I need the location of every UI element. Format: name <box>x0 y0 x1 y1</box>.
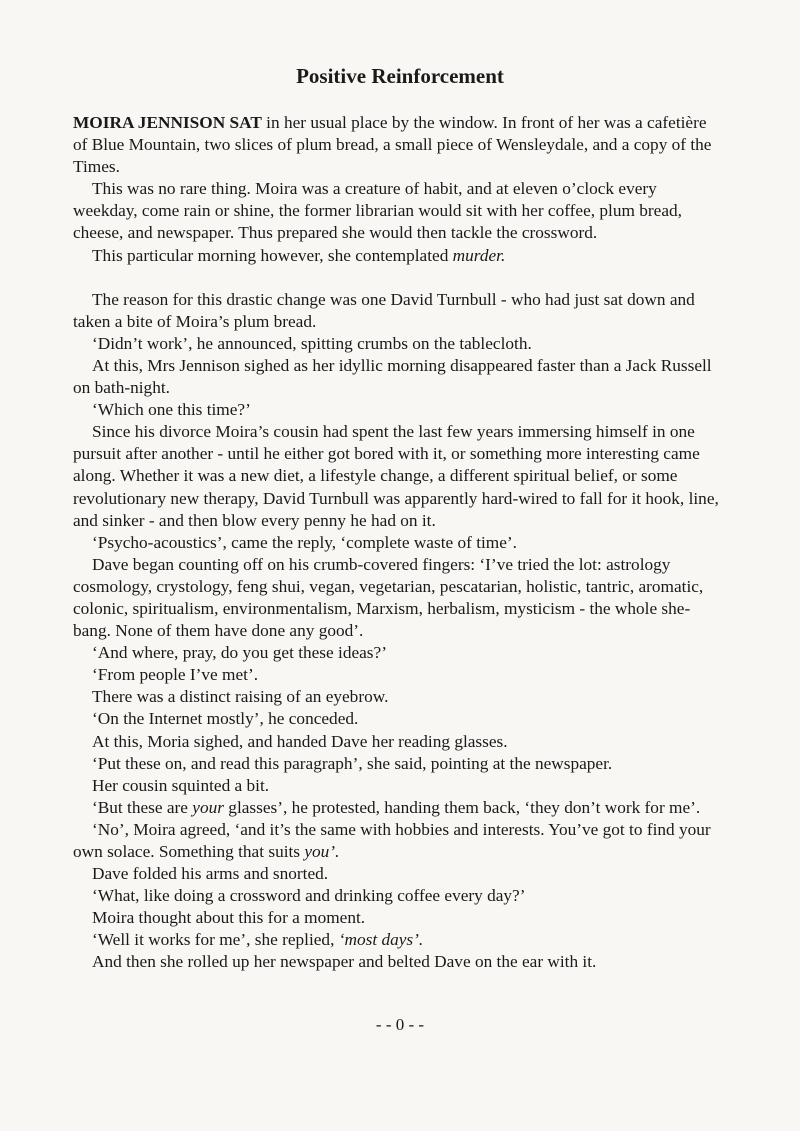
emphasis-murder: murder. <box>452 245 506 265</box>
paragraph-3-text: This particular morning however, she contemplated <box>92 245 453 265</box>
paragraph-18-text: ‘But these are <box>92 797 193 817</box>
paragraph-9: ‘Psycho-acoustics’, came the reply, ‘complete waste of time’. <box>92 532 517 552</box>
paragraph-6: At this, Mrs Jennison sighed as her idyllic morning disappeared faster than a Jack Russell on bath-night. <box>73 355 712 398</box>
emphasis-your: your <box>192 797 224 817</box>
paragraph-21: ‘What, like doing a crossword and drinking coffee every day?’ <box>92 886 526 906</box>
paragraph-17: Her cousin squinted a bit. <box>92 775 270 795</box>
paragraph-10: Dave began counting off on his crumb-covered fingers: ‘I’ve tried the lot: astrology cosmology, crystology, feng shui, vegan, vegetarian, pescatarian, holistic, tantric, aromatic, colonic, spiritualism, environmentalism, Marxism, herbalism, mysticism - the whole she-bang. None of them have done any good’. <box>73 554 704 641</box>
paragraph-1 <box>73 112 723 178</box>
paragraph-7: ‘Which one this time?’ <box>92 400 251 420</box>
paragraph-13: There was a distinct raising of an eyebrow. <box>92 687 389 707</box>
paragraph-1-text: in her usual place by the window. In front of her was a cafetière of Blue Mountain, two slices of plum bread, a small piece of Wensleydale, and a copy of the Times. <box>73 113 712 177</box>
paragraph-8: Since his divorce Moira’s cousin had spent the last few years immersing himself in one pursuit after another - until he either got bored with it, or something more interesting came along. Whether it was a new diet, a lifestyle change, a different spiritual belief, or some revolutionary new therapy, David Turnbull was apparently hard-wired to fall for it hook, line, and sinker - and then blow every penny he had on it. <box>73 422 719 530</box>
paragraph-22: Moira thought about this for a moment. <box>92 908 366 928</box>
paragraph-3 <box>73 245 723 267</box>
paragraph-24: And then she rolled up her newspaper and belted Dave on the ear with it. <box>92 952 597 972</box>
paragraph-14: ‘On the Internet mostly’, he conceded. <box>92 709 359 729</box>
paragraph-18 <box>73 797 723 819</box>
paragraph-19 <box>73 819 723 863</box>
paragraph-11: ‘And where, pray, do you get these ideas?’ <box>92 643 387 663</box>
emphasis-most-days: ‘most days’. <box>338 930 424 950</box>
paragraph-23-text: ‘Well it works for me’, she replied, <box>92 930 339 950</box>
paragraph-23 <box>73 929 723 951</box>
paragraph-2: This was no rare thing. Moira was a creature of habit, and at eleven o’clock every weekday, come rain or shine, the former librarian would sit with her coffee, plum bread, cheese, and newspaper. Thus prepared she would then tackle the crossword. <box>73 179 682 243</box>
paragraph-19-text: ‘No’, Moira agreed, ‘and it’s the same with hobbies and interests. You’ve got to find your own solace. Something that suits <box>73 819 711 861</box>
paragraph-20: Dave folded his arms and snorted. <box>92 864 329 884</box>
end-mark: - - 0 - - <box>375 1015 425 1034</box>
paragraph-5: ‘Didn’t work’, he announced, spitting crumbs on the tablecloth. <box>92 333 532 353</box>
story-body <box>73 112 723 974</box>
paragraph-4: The reason for this drastic change was one David Turnbull - who had just sat down and taken a bite of Moira’s plum bread. <box>73 289 695 331</box>
paragraph-12: ‘From people I’ve met’. <box>92 665 259 685</box>
story-title: Positive Reinforcement <box>296 64 504 88</box>
opening-words: MOIRA JENNISON SAT <box>73 113 262 132</box>
paragraph-15: At this, Moria sighed, and handed Dave her reading glasses. <box>92 731 508 751</box>
emphasis-you: you’. <box>304 842 340 861</box>
paragraph-16: ‘Put these on, and read this paragraph’, she said, pointing at the newspaper. <box>92 753 613 773</box>
paragraph-18-text-end: glasses’, he protested, handing them back, ‘they don’t work for me’. <box>223 797 701 817</box>
